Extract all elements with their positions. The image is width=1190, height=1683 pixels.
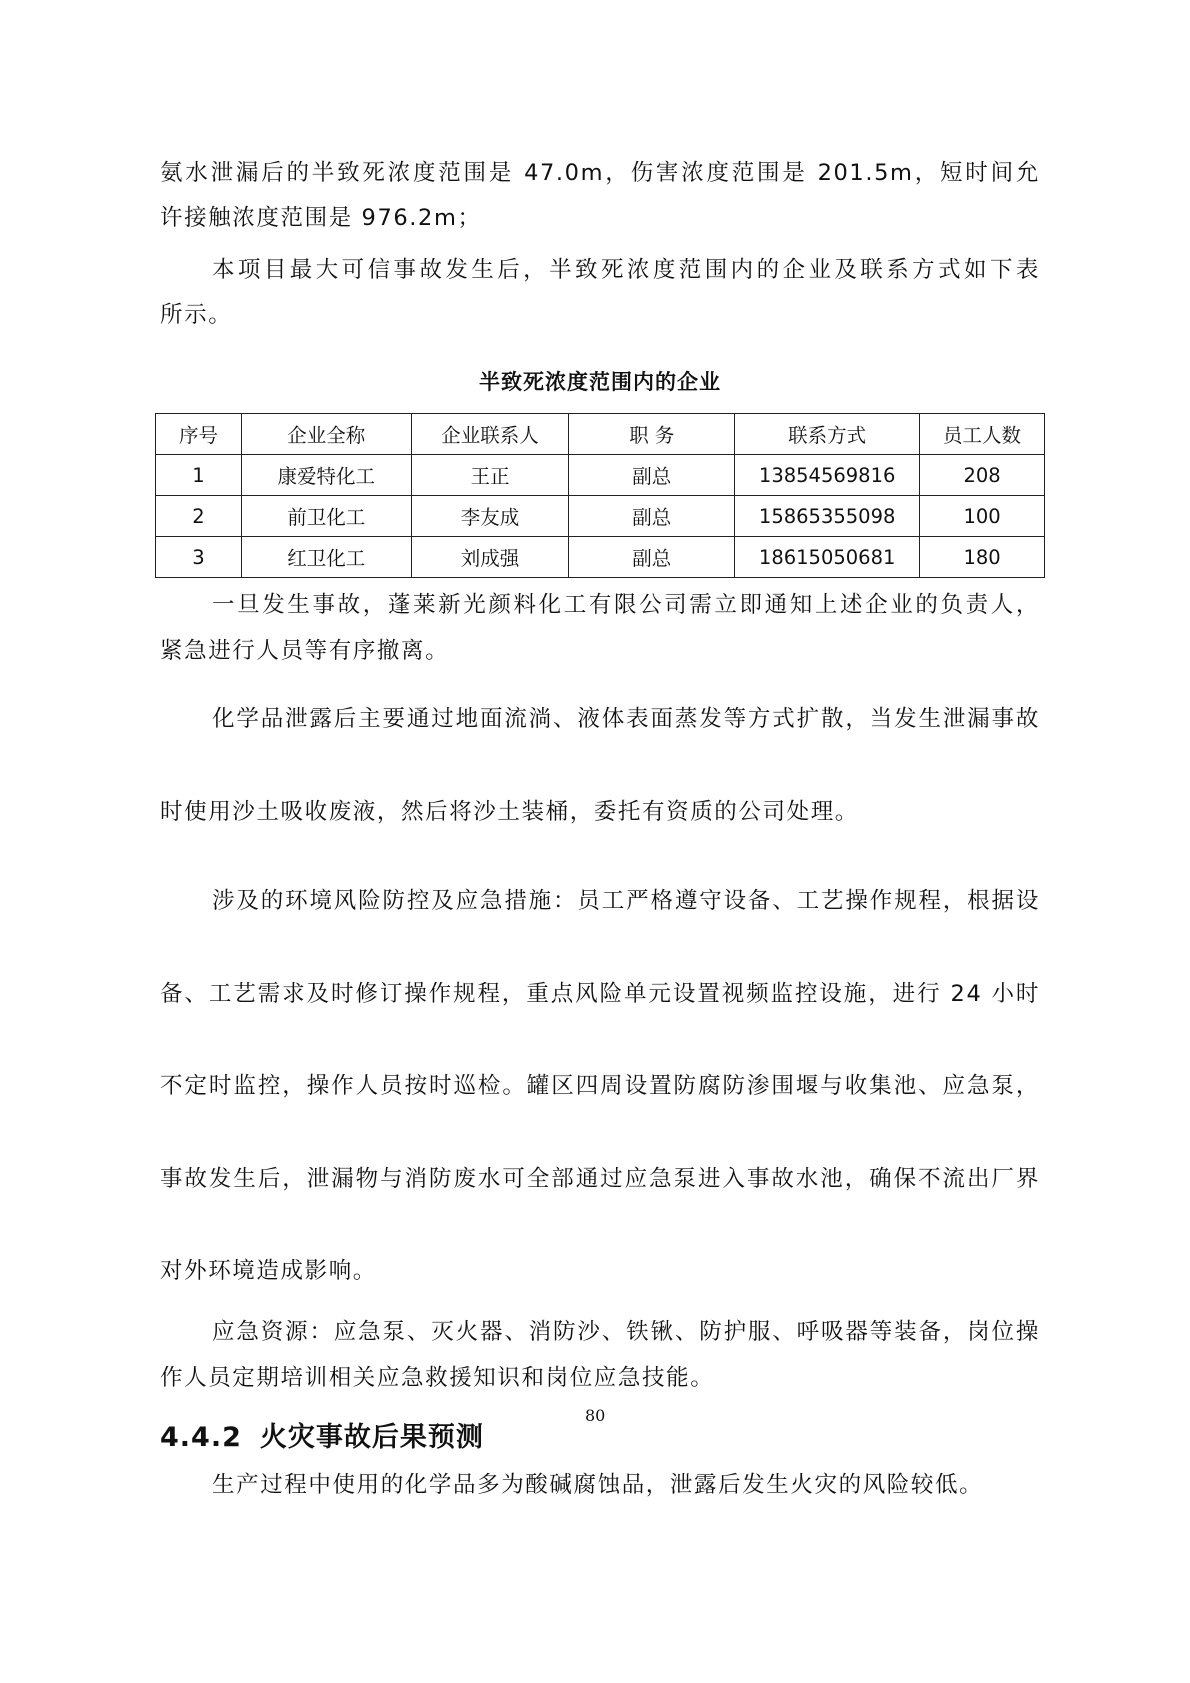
- table-header-cell: 企业联系人: [411, 414, 569, 455]
- table-cell: 副总: [569, 496, 735, 537]
- table-cell: 13854569816: [735, 455, 920, 496]
- table-cell: 208: [920, 455, 1045, 496]
- paragraph-line: 氨水泄漏后的半致死浓度范围是 47.0m，伤害浓度范围是 201.5m，短时间允: [160, 160, 1040, 186]
- section-number: 4.4.2: [160, 1422, 242, 1453]
- table-row: [156, 537, 1045, 578]
- paragraph-line: 生产过程中使用的化学品多为酸碱腐蚀品，泄露后发生火灾的风险较低。: [212, 1472, 984, 1498]
- table-cell: 副总: [569, 537, 735, 578]
- table-cell: 李友成: [411, 496, 569, 537]
- table-caption: 半致死浓度范围内的企业: [479, 370, 721, 394]
- table-row: [156, 455, 1045, 496]
- table-cell: 3: [156, 537, 242, 578]
- table-header-cell: 员工人数: [920, 414, 1045, 455]
- table-cell: 红卫化工: [241, 537, 411, 578]
- table-row: [156, 496, 1045, 537]
- table-cell: 15865355098: [735, 496, 920, 537]
- paragraph-line: 紧急进行人员等有序撤离。: [160, 638, 450, 664]
- table-cell: 前卫化工: [241, 496, 411, 537]
- paragraph-line: 应急资源：应急泵、灭火器、消防沙、铁锹、防护服、呼吸器等装备，岗位操: [212, 1319, 1040, 1345]
- table-cell: 副总: [569, 455, 735, 496]
- paragraph-line: 对外环境造成影响。: [160, 1258, 377, 1284]
- table-header-cell: 序号: [156, 414, 242, 455]
- paragraph-line: 不定时监控，操作人员按时巡检。罐区四周设置防腐防渗围堰与收集池、应急泵，: [160, 1073, 1040, 1099]
- table-cell: 1: [156, 455, 242, 496]
- table-cell: 180: [920, 537, 1045, 578]
- table-header-row: [156, 414, 1045, 455]
- paragraph-line: 许接触浓度范围是 976.2m；: [160, 205, 482, 231]
- table-cell: 康爱特化工: [241, 455, 411, 496]
- paragraph-line: 一旦发生事故，蓬莱新光颜料化工有限公司需立即通知上述企业的负责人，: [212, 592, 1040, 618]
- table-cell: 王正: [411, 455, 569, 496]
- paragraph-line: 时使用沙土吸收废液，然后将沙土装桶，委托有资质的公司处理。: [160, 799, 859, 825]
- paragraph-line: 化学品泄露后主要通过地面流淌、液体表面蒸发等方式扩散，当发生泄漏事故: [212, 706, 1040, 732]
- table-header-cell: 企业全称: [241, 414, 411, 455]
- table-cell: 2: [156, 496, 242, 537]
- paragraph-line: 作人员定期培训相关应急救援知识和岗位应急技能。: [160, 1365, 715, 1391]
- table-cell: 100: [920, 496, 1045, 537]
- page-number: 80: [585, 1406, 606, 1425]
- paragraph-line: 涉及的环境风险防控及应急措施：员工严格遵守设备、工艺操作规程，根据设: [212, 888, 1040, 914]
- paragraph-line: 所示。: [160, 302, 233, 328]
- table-cell: 刘成强: [411, 537, 569, 578]
- table-header-cell: 职 务: [569, 414, 735, 455]
- paragraph-line: 本项目最大可信事故发生后，半致死浓度范围内的企业及联系方式如下表: [212, 257, 1040, 283]
- paragraph-line: 事故发生后，泄漏物与消防废水可全部通过应急泵进入事故水池，确保不流出厂界: [160, 1166, 1040, 1192]
- section-heading: [160, 1415, 484, 1454]
- table-header-cell: 联系方式: [735, 414, 920, 455]
- table-cell: 18615050681: [735, 537, 920, 578]
- paragraph-line: 备、工艺需求及时修订操作规程，重点风险单元设置视频监控设施，进行 24 小时: [160, 981, 1040, 1007]
- section-title: 火灾事故后果预测: [259, 1422, 484, 1453]
- enterprise-table: [155, 413, 1045, 578]
